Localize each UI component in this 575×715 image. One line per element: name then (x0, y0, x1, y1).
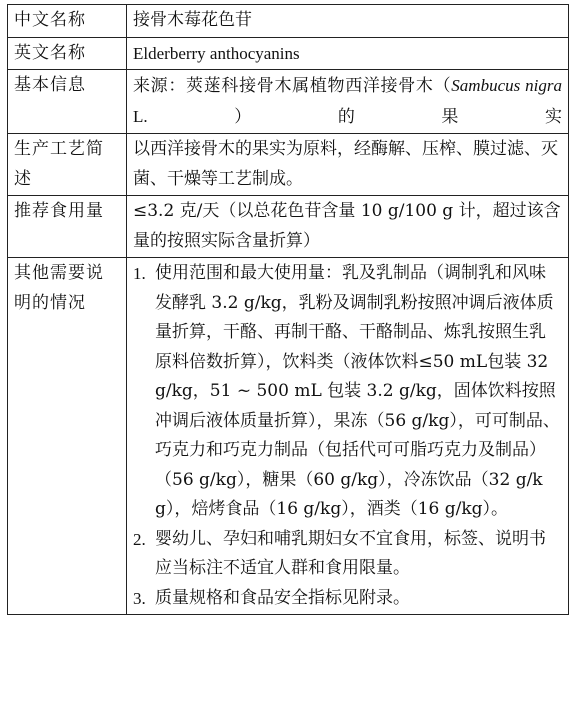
row-label-english-name: 英文名称 (8, 37, 127, 70)
table-row-process (8, 134, 569, 196)
table-row-basic-info (8, 70, 569, 134)
row-value-basic-info (127, 70, 569, 134)
row-label-basic-info: 基本信息 (8, 70, 127, 134)
row-value-other-notes (127, 258, 569, 615)
note-number: 1. (133, 264, 146, 283)
table-row-recommended-intake (8, 196, 569, 258)
row-label-process: 生产工艺简述 (8, 134, 127, 196)
basic-info-latin-name: Sambucus nigra (451, 76, 563, 95)
row-label-recommended-intake: 推荐食用量 (8, 196, 127, 258)
list-item (133, 525, 562, 584)
basic-info-suffix: L.）的果实 (133, 106, 562, 126)
row-value-process: 以西洋接骨木的果实为原料，经酶解、压榨、膜过滤、灭菌、干燥等工艺制成。 (127, 134, 569, 196)
row-value-english-name: Elderberry anthocyanins (127, 37, 569, 70)
row-value-recommended-intake: ≤3.2 克/天（以总花色苷含量 10 g/100 g 计，超过该含量的按照实际含量折算） (127, 196, 569, 258)
row-label-other-notes: 其他需要说明的情况 (8, 258, 127, 615)
table-row-other-notes (8, 258, 569, 615)
note-number: 2. (133, 529, 146, 549)
note-text: 质量规格和食品安全指标见附录。 (155, 587, 410, 608)
row-value-chinese-name: 接骨木莓花色苷 (127, 5, 569, 38)
note-number: 3. (133, 588, 146, 608)
row-label-chinese-name: 中文名称 (8, 5, 127, 38)
notes-list (133, 259, 562, 613)
list-item (133, 259, 562, 525)
note-text: 使用范围和最大使用量：乳及乳制品（调制乳和风味发酵乳 3.2 g/kg，乳粉及调制乳粉按照冲调后液体质量折算，干酪、再制干酪、干酪制品、炼乳按照生乳原料倍数折算），饮料类（液体饮料≤50 mL包装 32 g/kg，51 ~ 500 mL 包装 3.2 g/kg，固体饮料按照冲调后液体质量折算），果冻（56 g/kg），可可制品、巧克力和巧克力制品（包括代可可脂巧克力及制品）（56 g/kg），糖果（60 g/kg），冷冻饮品（32 g/kg），焙烤食品（16 g/kg），酒类（16 g/kg）。 (155, 263, 560, 519)
note-text: 婴幼儿、孕妇和哺乳期妇女不宜食用，标签、说明书应当标注不适宜人群和食用限量。 (155, 528, 546, 578)
ingredient-info-table (7, 4, 569, 615)
table-row-chinese-name (8, 5, 569, 38)
table-row-english-name (8, 37, 569, 70)
basic-info-prefix: 来源：莢蒾科接骨木属植物西洋接骨木（ (133, 76, 452, 96)
list-item (133, 584, 562, 614)
